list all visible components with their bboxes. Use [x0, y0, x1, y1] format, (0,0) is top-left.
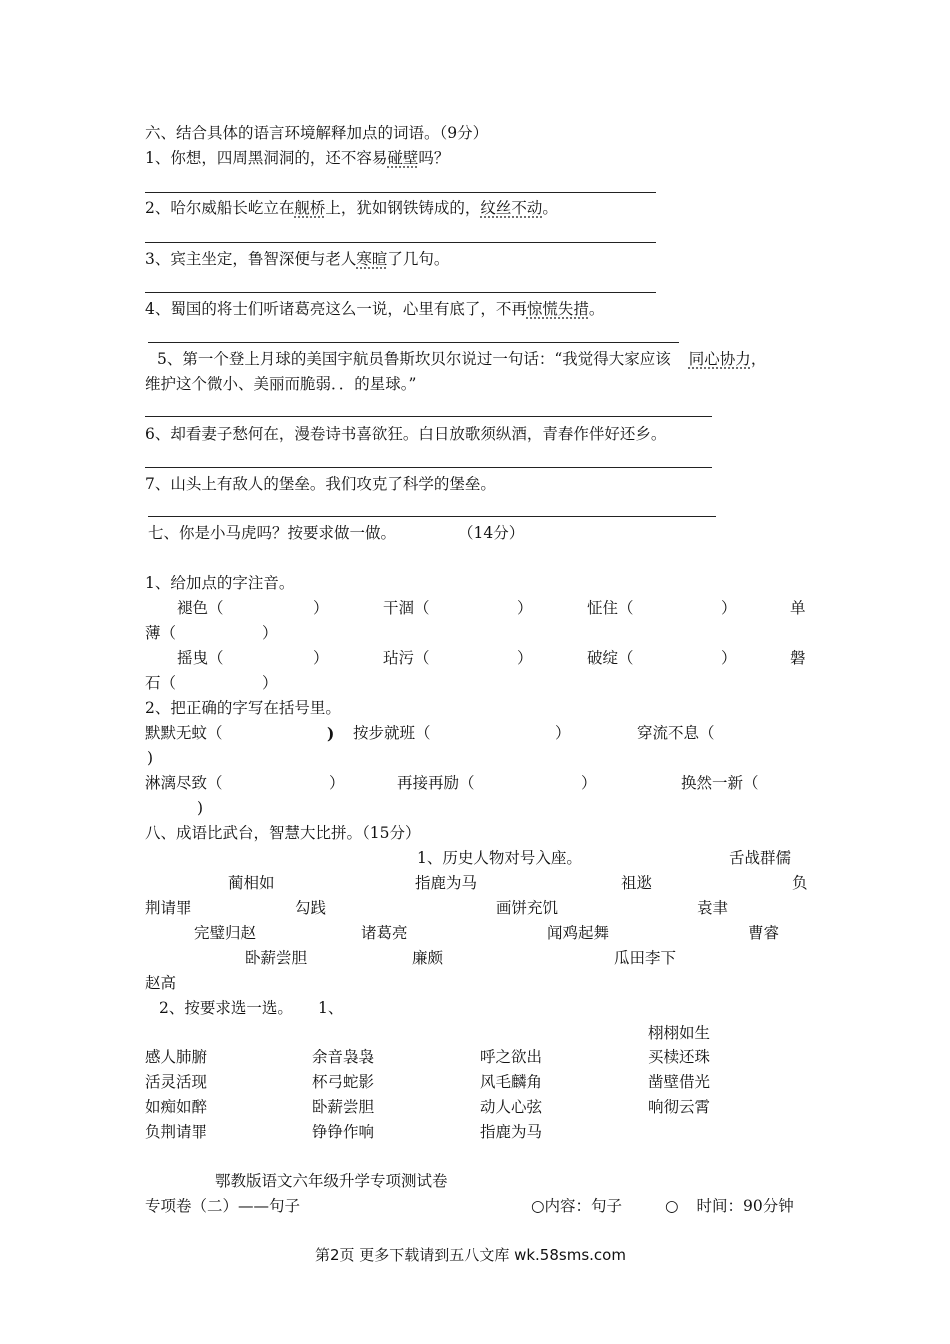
- next-paper-content: ○内容：句子: [531, 1197, 623, 1215]
- s6-question-5: 5、第一个登上月球的美国宇航员鲁斯坎贝尔说过一句话：“我觉得大家应该 同心协力，: [157, 350, 767, 368]
- idiom-item: 闻鸡起舞: [547, 924, 610, 942]
- s8-question-2: 2、按要求选一选。: [159, 999, 293, 1017]
- section7-score: （14分）: [458, 524, 525, 542]
- dotted-word: 惊慌失措: [526, 300, 589, 318]
- s6-question-6: 6、却看妻子愁何在，漫卷诗书喜欲狂。白日放歌须纵酒，青春作伴好还乡。: [145, 425, 667, 443]
- idiom-item: 呼之欲出: [480, 1048, 543, 1066]
- idiom-item: 祖逖: [621, 874, 653, 892]
- idiom-item: 卧薪尝胆: [312, 1098, 375, 1116]
- s6-question-7: 7、山头上有敌人的堡垒。我们攻克了科学的堡垒。: [145, 475, 496, 493]
- idiom-item: 舌战群儒: [729, 849, 792, 867]
- idiom-item: 荆请罪: [145, 899, 192, 917]
- s6-question-4: 4、蜀国的将士们听诸葛亮这么一说，心里有底了，不再惊慌失措。: [145, 300, 605, 318]
- bracket-close: ）: [329, 774, 345, 792]
- idiom-item: 响彻云霄: [648, 1098, 711, 1116]
- idiom-item: 负: [792, 874, 808, 892]
- idiom-item: 卧薪尝胆: [245, 949, 308, 967]
- correction-item: 默默无蚊（: [145, 724, 223, 742]
- bracket-close: ）: [581, 774, 597, 792]
- idiom-item: 袁聿: [697, 899, 729, 917]
- pinyin-item: 干涸（: [383, 599, 430, 617]
- s7-question-1: 1、给加点的字注音。: [145, 574, 295, 592]
- answer-line: [148, 342, 679, 343]
- next-paper-time: ○ 时间：90分钟: [665, 1197, 794, 1215]
- idiom-item: 凿壁借光: [648, 1073, 711, 1091]
- bracket-close: ): [197, 799, 204, 817]
- idiom-item: 活灵活现: [145, 1073, 208, 1091]
- idiom-item: 勾践: [295, 899, 327, 917]
- idiom-item: 如痴如醉: [145, 1098, 208, 1116]
- s6-question-3: 3、宾主坐定，鲁智深便与老人寒暄了几句。: [145, 250, 450, 268]
- dotted-word: 碰壁: [387, 149, 419, 167]
- answer-line: [145, 467, 712, 468]
- idiom-item: 负荆请罪: [145, 1123, 208, 1141]
- pinyin-item-cont: 薄（: [145, 624, 177, 642]
- bracket-close: ）: [517, 599, 533, 617]
- bracket-close: ）: [721, 649, 737, 667]
- bracket-close: ): [327, 724, 335, 743]
- page-footer: 第2页 更多下载请到五八文库 wk.58sms.com: [315, 1246, 626, 1264]
- bracket-close: ）: [262, 674, 278, 692]
- idiom-item: 曹睿: [748, 924, 780, 942]
- idiom-item: 买椟还珠: [648, 1048, 711, 1066]
- pinyin-item: 褪色（: [177, 599, 224, 617]
- bracket-close: ): [147, 749, 154, 767]
- correction-item: 淋漓尽致（: [145, 774, 223, 792]
- s6-question-1: 1、你想，四周黑洞洞的，还不容易碰壁吗？: [145, 149, 450, 167]
- bracket-close: ）: [262, 624, 278, 642]
- idiom-item: 廉颇: [412, 949, 444, 967]
- idiom-item: 余音袅袅: [312, 1048, 375, 1066]
- idiom-item: 杯弓蛇影: [312, 1073, 375, 1091]
- circle-icon: ○: [665, 1197, 679, 1215]
- s6-question-2: 2、哈尔威船长屹立在舰桥上，犹如钢铁铸成的，纹丝不动。: [145, 199, 558, 217]
- answer-line: [145, 292, 656, 293]
- dotted-word: 纹丝不动: [480, 199, 543, 217]
- idiom-item: 指鹿为马: [415, 874, 478, 892]
- s8-question-2-num: 1、: [318, 999, 344, 1017]
- correction-item: 穿流不息（: [637, 724, 715, 742]
- bracket-close: ）: [313, 599, 329, 617]
- pinyin-item: 摇曳（: [177, 649, 224, 667]
- idiom-item: 完璧归赵: [194, 924, 257, 942]
- bracket-close: ）: [555, 724, 571, 742]
- section6-heading: 六、结合具体的语言环境解释加点的词语。（9分）: [145, 124, 489, 142]
- s8-question-1: 1、历史人物对号入座。: [417, 849, 582, 867]
- idiom-item: 动人心弦: [480, 1098, 543, 1116]
- idiom-item: 指鹿为马: [480, 1123, 543, 1141]
- idiom-item: 赵高: [145, 974, 177, 992]
- idiom-item: 诸葛亮: [361, 924, 408, 942]
- idiom-item: 瓜田李下: [614, 949, 677, 967]
- circle-icon: ○: [531, 1197, 545, 1215]
- bracket-close: ）: [313, 649, 329, 667]
- pinyin-item: 玷污（: [383, 649, 430, 667]
- idiom-item: 画饼充饥: [496, 899, 559, 917]
- idiom-item: 铮铮作响: [312, 1123, 375, 1141]
- dotted-word: 同心协力: [688, 350, 751, 368]
- answer-line: [145, 416, 712, 417]
- pinyin-item: 怔住（: [587, 599, 634, 617]
- bracket-close: ）: [721, 599, 737, 617]
- correction-item: 再接再励（: [397, 774, 475, 792]
- s6-question-5-cont: 维护这个微小、美丽而脆弱．．的星球。”: [145, 375, 417, 393]
- next-paper-title: 鄂教版语文六年级升学专项测试卷: [215, 1172, 448, 1190]
- idiom-item: 蔺相如: [228, 874, 275, 892]
- correction-item: 换然一新（: [681, 774, 759, 792]
- section8-heading: 八、成语比武台，智慧大比拼。（15分）: [145, 824, 421, 842]
- correction-item: 按步就班（: [353, 724, 431, 742]
- answer-line: [145, 242, 656, 243]
- idiom-item: 风毛麟角: [480, 1073, 543, 1091]
- idiom-item: 栩栩如生: [648, 1024, 711, 1042]
- dotted-word: 寒暄: [356, 250, 388, 268]
- pinyin-item: 破绽（: [587, 649, 634, 667]
- idiom-item: 感人肺腑: [145, 1048, 208, 1066]
- pinyin-item-cont: 石（: [145, 674, 177, 692]
- section7-heading: 七、你是小马虎吗？按要求做一做。: [148, 524, 397, 542]
- s7-question-2: 2、把正确的字写在括号里。: [145, 699, 341, 717]
- dotted-word: 舰桥: [294, 199, 326, 217]
- pinyin-item: 磐: [790, 649, 806, 667]
- next-paper-subtitle: 专项卷（二）——句子: [145, 1197, 301, 1215]
- answer-line: [145, 192, 656, 193]
- pinyin-item: 单: [790, 599, 806, 617]
- bracket-close: ）: [517, 649, 533, 667]
- answer-line: [148, 516, 716, 517]
